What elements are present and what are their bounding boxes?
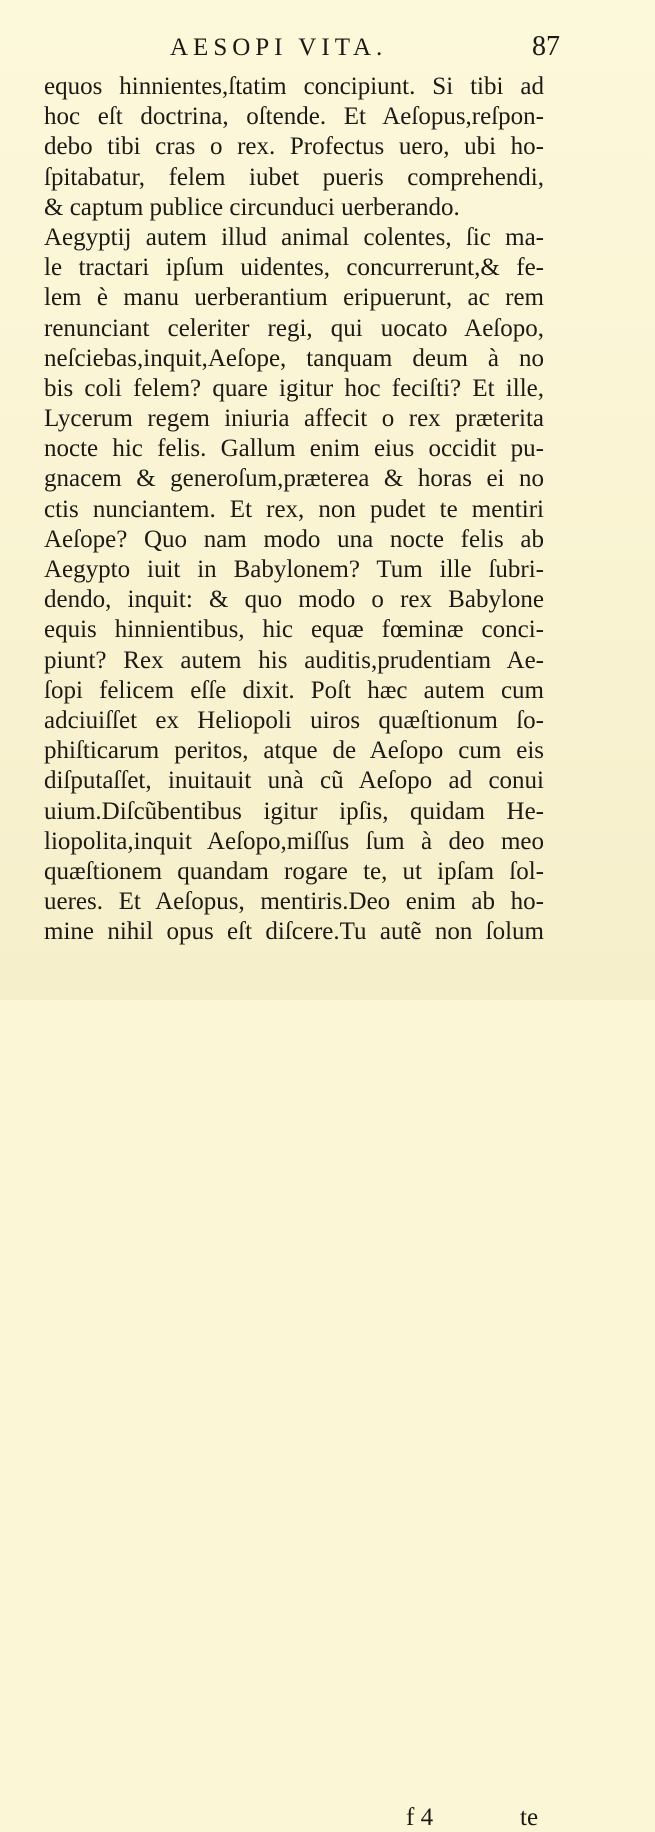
- text-line: renunciant celeriter regi, qui uocato Aeſopo,: [44, 314, 544, 342]
- text-line: quæſtionem quandam rogare te, ut ipſam ſol-: [44, 857, 544, 885]
- text-line: ueres. Et Aeſopus, mentiris.Deo enim ab ho-: [44, 888, 544, 916]
- text-line: mine nihil opus eſt diſcere.Tu autẽ non ſolum: [44, 918, 544, 946]
- text-line: equis hinnientibus, hic equæ fœminæ conci-: [44, 616, 544, 644]
- text-line: piunt? Rex autem his auditis,prudentiam Ae-: [44, 646, 544, 674]
- text-line: nocte hic felis. Gallum enim eius occidit pu-: [44, 435, 544, 463]
- text-line: equos hinnientes,ſtatim concipiunt. Si tibi ad: [44, 73, 544, 100]
- text-line: hoc eſt doctrina, oſtende. Et Aeſopus,reſpon-: [44, 103, 544, 131]
- text-line: diſputaſſet, inuitauit unà cũ Aeſopo ad conui: [44, 767, 544, 795]
- text-line: debo tibi cras o rex. Profectus uero, ubi ho-: [44, 133, 544, 161]
- signature-mark: f 4: [406, 1804, 434, 1831]
- text-line: phiſticarum peritos, atque de Aeſopo cum eis: [44, 737, 544, 765]
- page-number: 87: [532, 31, 560, 62]
- running-head: [0, 0, 655, 70]
- text-line: dendo, inquit: & quo modo o rex Babylone: [44, 586, 544, 614]
- text-line: ſpitabatur, felem iubet pueris comprehendi,: [44, 163, 544, 191]
- running-title: AESOPI VITA.: [170, 34, 388, 61]
- text-line: neſciebas,inquit,Aeſope, tanquam deum à no: [44, 344, 544, 372]
- text-line: Aegypto iuit in Babylonem? Tum ille ſubri-: [44, 556, 544, 583]
- text-line: gnacem & generoſum,præterea & horas ei no: [44, 465, 544, 493]
- page-footer: [0, 900, 655, 1831]
- text-line: le tractari ipſum uidentes, concurrerunt,& fe-: [44, 254, 544, 282]
- text-line: Aeſope? Quo nam modo una nocte felis ab: [44, 525, 544, 553]
- body-text: [44, 72, 544, 947]
- text-line: & captum publice circunduci uerberando.: [44, 193, 460, 221]
- text-line: lem è manu uerberantium eripuerunt, ac rem: [44, 284, 544, 312]
- text-line: bis coli felem? quare igitur hoc feciſti? Et ille,: [44, 374, 544, 402]
- text-line: adciuiſſet ex Heliopoli uiros quæſtionum ſo-: [44, 706, 544, 734]
- text-line: Lycerum regem iniuria affecit o rex præterita: [44, 405, 544, 433]
- text-line: uium.Diſcũbentibus igitur ipſis, quidam He-: [44, 797, 544, 825]
- text-line: liopolita,inquit Aeſopo,miſſus ſum à deo meo: [44, 827, 544, 855]
- text-line: Aegyptij autem illud animal colentes, ſic ma-: [44, 223, 544, 251]
- text-line: ſopi felicem eſſe dixit. Poſt hæc autem cum: [44, 676, 544, 704]
- text-line: ctis nunciantem. Et rex, non pudet te mentiri: [44, 495, 544, 523]
- catchword: te: [520, 1804, 539, 1831]
